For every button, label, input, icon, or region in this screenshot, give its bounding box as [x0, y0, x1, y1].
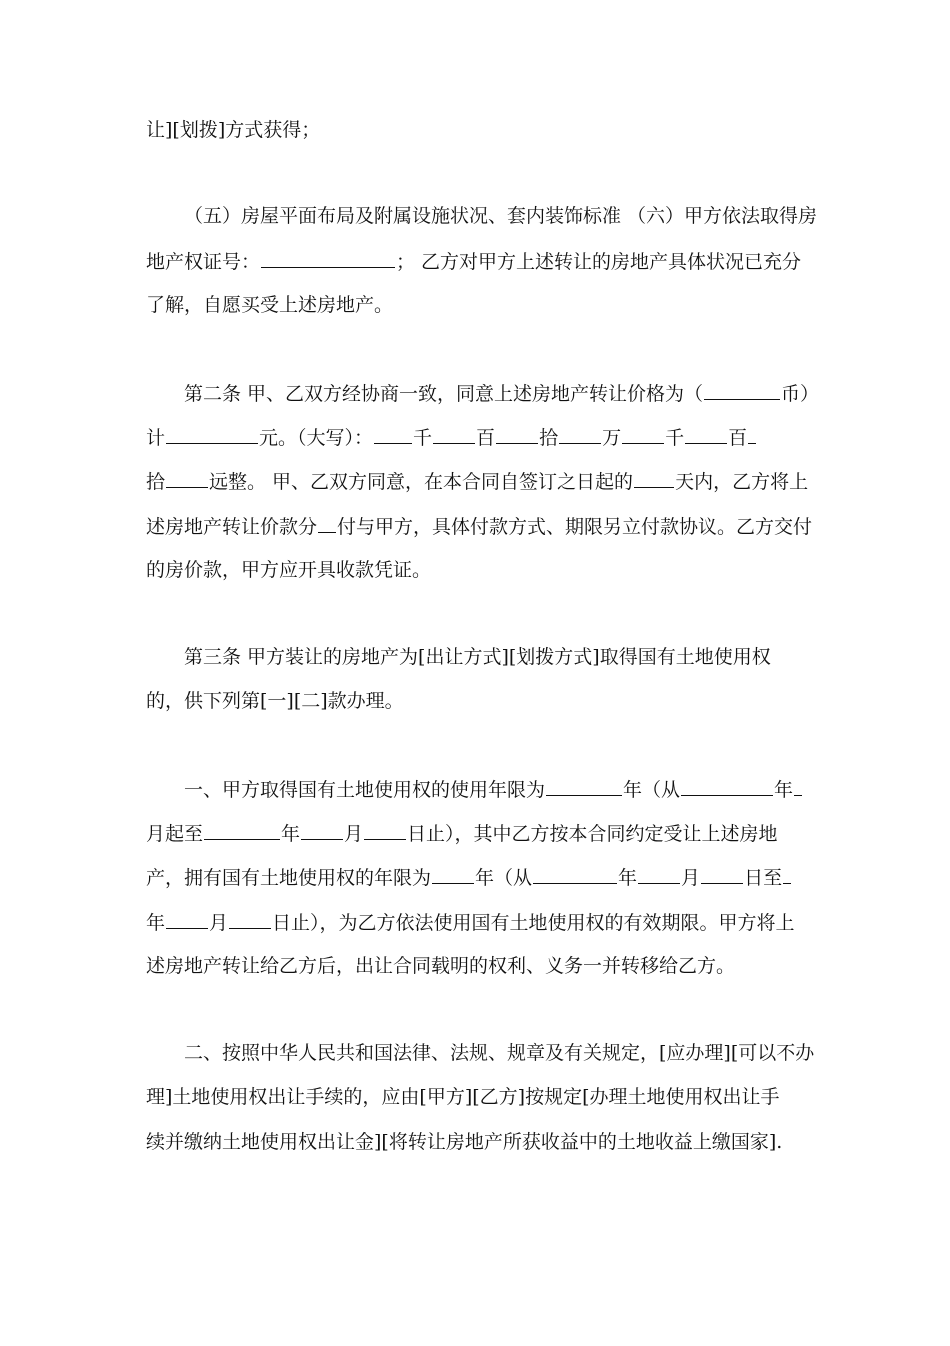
text-run: 产，拥有国有土地使用权的年限为	[146, 867, 432, 889]
text-run: 月	[681, 867, 701, 889]
fill-blank	[229, 910, 271, 929]
text-line	[146, 469, 808, 494]
text-run: 理]土地使用权出让手续的，应由[甲方][乙方]按规定[办理土地使用权出让手	[146, 1086, 780, 1108]
text-run: 百	[728, 427, 748, 449]
text-run: 千	[665, 427, 685, 449]
fill-blank	[634, 469, 674, 488]
fill-blank	[496, 425, 538, 444]
text-run: 拾	[539, 427, 559, 449]
text-run: 远整。 甲、乙双方同意，在本合同自签订之日起的	[209, 471, 634, 493]
text-run: 币）	[781, 383, 820, 405]
text-run: 月起至	[146, 823, 204, 845]
fill-blank	[204, 821, 280, 840]
text-run: （五）房屋平面布局及附属设施状况、套内装饰标准 （六）甲方依法取得房	[184, 205, 818, 227]
text-run: 计	[146, 427, 166, 449]
fill-blank	[638, 865, 680, 884]
text-line	[146, 118, 320, 142]
text-run: 的房价款，甲方应开具收款凭证。	[146, 559, 432, 581]
text-run: 第三条 甲方装让的房地产为[出让方式][划拨方式]取得国有土地使用权	[184, 646, 771, 668]
fill-blank	[166, 425, 258, 444]
fill-blank	[546, 777, 622, 796]
text-line	[146, 865, 792, 890]
text-run: 百	[476, 427, 496, 449]
fill-blank	[261, 249, 395, 268]
fill-blank	[559, 425, 601, 444]
text-line	[146, 821, 778, 846]
text-run: 月	[344, 823, 364, 845]
text-run: 元。（大写）：	[259, 427, 374, 449]
text-line	[146, 425, 757, 450]
text-run: 第二条 甲、乙双方经协商一致，同意上述房地产转让价格为（	[184, 383, 704, 405]
fill-blank	[166, 469, 208, 488]
text-line	[146, 1130, 782, 1154]
text-line	[146, 689, 404, 713]
text-line	[146, 249, 801, 274]
text-run: 日至	[744, 867, 783, 889]
text-run: 述房地产转让给乙方后，出让合同载明的权利、义务一并转移给乙方。	[146, 955, 736, 977]
fill-blank	[794, 777, 802, 796]
text-run: 年（从	[623, 779, 681, 801]
text-run: 拾	[146, 471, 166, 493]
fill-blank	[166, 910, 208, 929]
text-run: 月	[209, 912, 229, 934]
fill-blank	[318, 514, 336, 533]
text-run: 年	[146, 912, 166, 934]
text-line	[184, 777, 803, 802]
fill-blank	[783, 865, 791, 884]
text-run: 付与甲方，具体付款方式、期限另立付款协议。乙方交付	[337, 516, 813, 538]
text-line	[184, 645, 771, 669]
fill-blank	[681, 777, 773, 796]
fill-blank	[622, 425, 664, 444]
text-run: ； 乙方对甲方上述转让的房地产具体状况已充分	[396, 251, 802, 273]
text-run: 日止），为乙方依法使用国有土地使用权的有效期限。甲方将上	[272, 912, 795, 934]
text-run: 让][划拨]方式获得；	[146, 119, 321, 141]
text-run: 年	[618, 867, 638, 889]
text-line	[184, 381, 819, 406]
text-run: 了解，自愿买受上述房地产。	[146, 294, 394, 316]
fill-blank	[432, 865, 474, 884]
text-run: 续并缴纳土地使用权出让金][将转让房地产所获收益中的土地收益上缴国家].	[146, 1131, 783, 1153]
text-run: 年（从	[475, 867, 533, 889]
text-run: 地产权证号：	[146, 251, 261, 273]
text-run: 日止），其中乙方按本合同约定受让上述房地	[407, 823, 778, 845]
fill-blank	[364, 821, 406, 840]
text-run: 的，供下列第[一][二]款办理。	[146, 690, 404, 712]
fill-blank	[433, 425, 475, 444]
text-line	[146, 1085, 779, 1109]
fill-blank	[701, 865, 743, 884]
text-line	[184, 1041, 814, 1065]
text-line	[146, 954, 735, 978]
fill-blank	[704, 381, 780, 400]
fill-blank	[301, 821, 343, 840]
fill-blank	[533, 865, 617, 884]
fill-blank	[748, 425, 756, 444]
text-run: 二、按照中华人民共和国法律、法规、规章及有关规定，[应办理][可以不办	[184, 1042, 815, 1064]
text-run: 年	[281, 823, 301, 845]
text-line	[184, 204, 817, 228]
text-run: 万	[602, 427, 622, 449]
text-line	[146, 910, 795, 935]
text-run: 千	[413, 427, 433, 449]
text-line	[146, 514, 812, 539]
text-run: 天内，乙方将上	[675, 471, 809, 493]
text-line	[146, 293, 393, 317]
fill-blank	[374, 425, 412, 444]
text-run: 述房地产转让价款分	[146, 516, 318, 538]
fill-blank	[685, 425, 727, 444]
text-run: 年	[774, 779, 794, 801]
text-run: 一、甲方取得国有土地使用权的使用年限为	[184, 779, 546, 801]
text-line	[146, 558, 431, 582]
